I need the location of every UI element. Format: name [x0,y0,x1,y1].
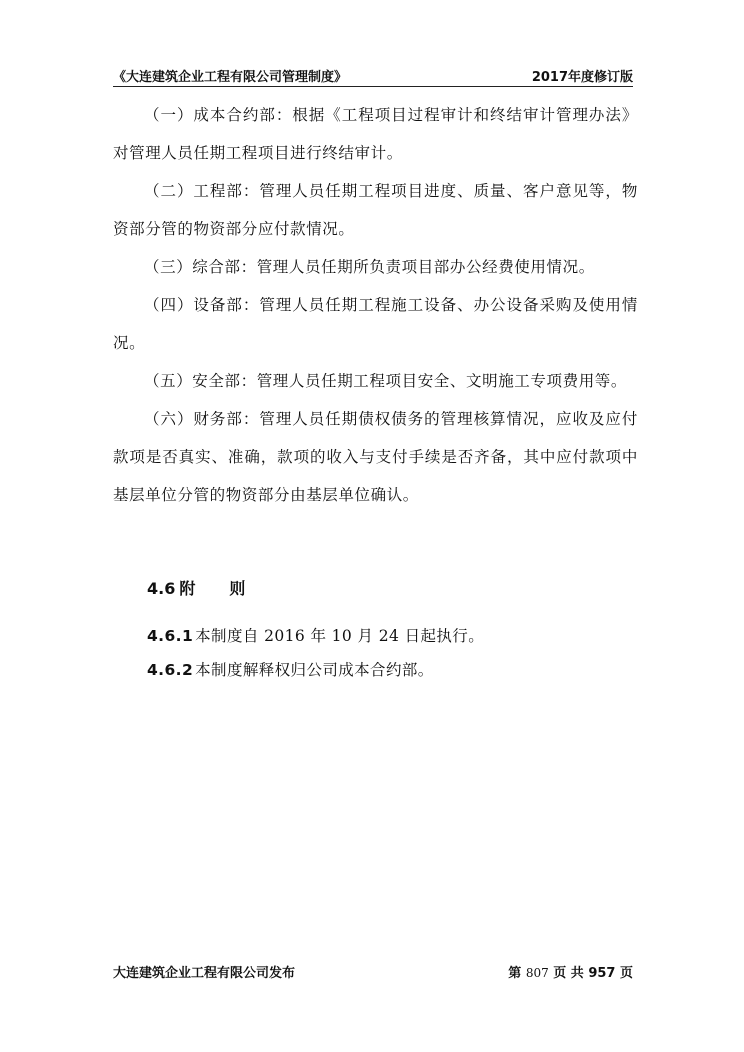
page-suffix: 页 [619,966,633,981]
clause-4-6-2 [147,658,434,680]
header-document-title: 《大连建筑企业工程有限公司管理制度》 [113,70,348,85]
paragraph-equipment-dept: （四）设备部：管理人员任期工程施工设备、办公设备采购及使用情况。 [113,296,638,352]
footer-publisher: 大连建筑企业工程有限公司发布 [113,966,296,981]
paragraph-general-dept: （三）综合部：管理人员任期所负责项目部办公经费使用情况。 [144,258,595,276]
section-title: 附则 [179,579,280,598]
page-header [113,62,633,87]
paragraph-finance-dept: （六）财务部：管理人员任期债权债务的管理核算情况，应收及应付款项是否真实、准确，款项的收入与支付手续是否齐备，其中应付款项中基层单位分管的物资部分由基层单位确认。 [113,410,638,504]
clause-text: 本制度解释权归公司成本合约部。 [195,661,434,679]
paragraph-safety-dept: （五）安全部：管理人员任期工程项目安全、文明施工专项费用等。 [144,372,628,390]
footer-page-info [508,962,633,981]
clause-number: 4.6.2 [147,661,194,679]
page-footer [113,962,633,984]
section-heading [147,576,279,599]
clause-4-6-1 [147,624,484,646]
clause-text: 本制度自 2016 年 10 月 24 日起执行。 [195,627,485,645]
header-edition: 2017年度修订版 [531,70,633,85]
total-pages: 957 [588,966,616,981]
page-mid: 页 共 [553,966,584,981]
section-number: 4.6 [147,579,176,598]
page-prefix: 第 [508,966,522,981]
paragraph-engineering-dept: （二）工程部：管理人员任期工程项目进度、质量、客户意见等，物资部分管的物资部分应付款情况。 [113,182,638,238]
paragraph-cost-contract-dept: （一）成本合约部：根据《工程项目过程审计和终结审计管理办法》对管理人员任期工程项目进行终结审计。 [113,106,638,162]
clause-number: 4.6.1 [147,627,194,645]
body-text [113,96,638,514]
current-page-number: 807 [525,966,549,980]
